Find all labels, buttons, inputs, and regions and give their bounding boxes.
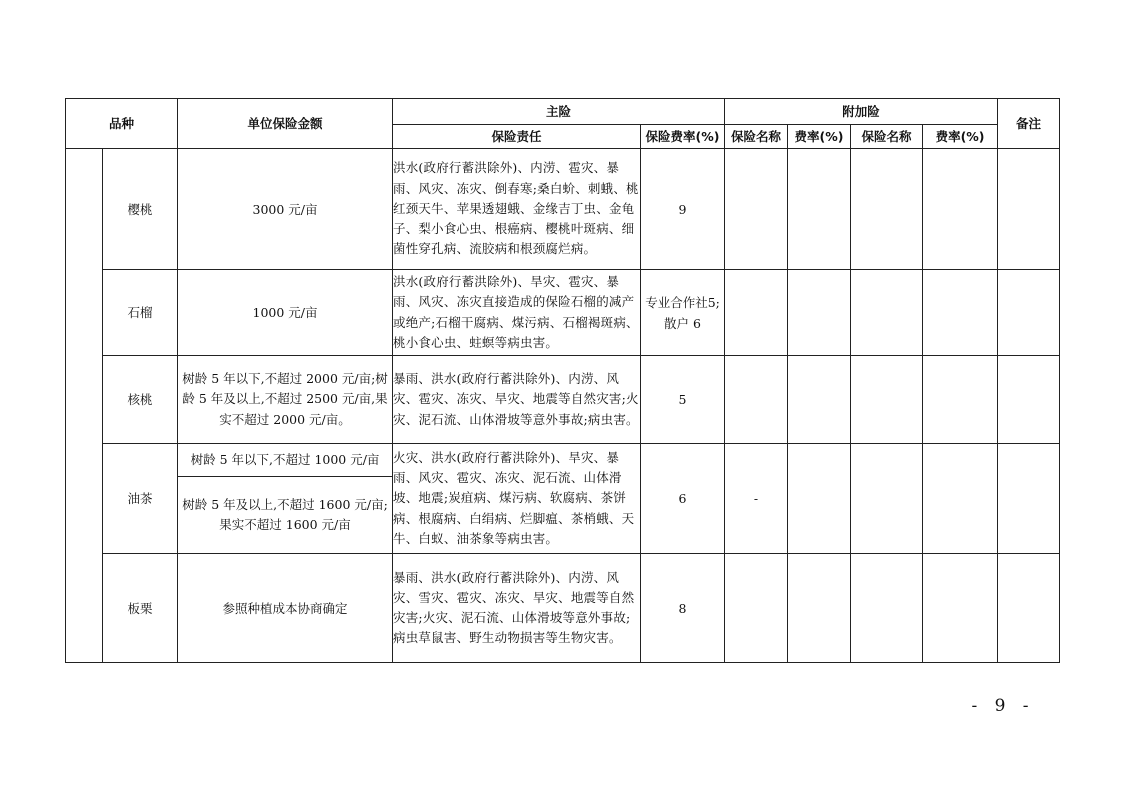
table-row bbox=[66, 270, 1060, 356]
variety-cell: 油茶 bbox=[103, 444, 178, 554]
empty-cell bbox=[923, 356, 998, 444]
amount-cell: 树龄 5 年以下,不超过 2000 元/亩;树龄 5 年及以上,不超过 2500 元/亩,果实不超过 2000 元/亩。 bbox=[178, 356, 393, 444]
header-rate-2: 费率(%) bbox=[923, 125, 998, 149]
rate-cell: 9 bbox=[641, 149, 725, 270]
variety-cell: 樱桃 bbox=[103, 149, 178, 270]
empty-cell bbox=[923, 554, 998, 663]
header-additional-insurance: 附加险 bbox=[725, 99, 998, 125]
variety-cell: 石榴 bbox=[103, 270, 178, 356]
header-ins-name-1: 保险名称 bbox=[725, 125, 788, 149]
rate-cell: 8 bbox=[641, 554, 725, 663]
variety-cell: 板栗 bbox=[103, 554, 178, 663]
header-main-insurance: 主险 bbox=[393, 99, 725, 125]
empty-cell bbox=[788, 149, 851, 270]
page-number: - 9 - bbox=[971, 696, 1035, 716]
table-row bbox=[66, 554, 1060, 663]
amount-cell: 树龄 5 年及以上,不超过 1600 元/亩;果实不超过 1600 元/亩 bbox=[178, 477, 393, 554]
empty-cell bbox=[788, 356, 851, 444]
table-row bbox=[66, 149, 1060, 270]
empty-cell bbox=[998, 149, 1060, 270]
header-rate-1: 费率(%) bbox=[788, 125, 851, 149]
empty-cell bbox=[788, 444, 851, 554]
variety-cell: 核桃 bbox=[103, 356, 178, 444]
empty-cell bbox=[851, 554, 923, 663]
insurance-table bbox=[65, 98, 1060, 663]
header-ins-name-2: 保险名称 bbox=[851, 125, 923, 149]
amount-cell: 参照种植成本协商确定 bbox=[178, 554, 393, 663]
amount-cell: 1000 元/亩 bbox=[178, 270, 393, 356]
empty-cell bbox=[923, 149, 998, 270]
liability-cell: 洪水(政府行蓄洪除外)、旱灾、雹灾、暴雨、风灾、冻灾直接造成的保险石榴的减产或绝产;石榴干腐病、煤污病、石榴褐斑病、桃小食心虫、蛀螟等病虫害。 bbox=[393, 270, 641, 356]
empty-cell bbox=[725, 270, 788, 356]
header-variety: 品种 bbox=[66, 99, 178, 149]
header-unit-amount: 单位保险金额 bbox=[178, 99, 393, 149]
header-premium-rate: 保险费率(%) bbox=[641, 125, 725, 149]
amount-cell: 3000 元/亩 bbox=[178, 149, 393, 270]
empty-cell bbox=[923, 444, 998, 554]
header-remarks: 备注 bbox=[998, 99, 1060, 149]
empty-cell bbox=[998, 356, 1060, 444]
empty-cell bbox=[725, 554, 788, 663]
amount-cell: 树龄 5 年以下,不超过 1000 元/亩 bbox=[178, 444, 393, 477]
liability-cell: 洪水(政府行蓄洪除外)、内涝、雹灾、暴雨、风灾、冻灾、倒春寒;桑白蚧、刺蛾、桃红颈天牛、苹果透翅蛾、金缘吉丁虫、金龟子、梨小食心虫、根癌病、樱桃叶斑病、细菌性穿孔病、流胶病和根颈腐烂病。 bbox=[393, 149, 641, 270]
empty-cell bbox=[851, 270, 923, 356]
table-row bbox=[66, 444, 1060, 477]
empty-cell bbox=[788, 554, 851, 663]
rate-cell: 专业合作社5;散户 6 bbox=[641, 270, 725, 356]
liability-cell: 火灾、洪水(政府行蓄洪除外)、旱灾、暴雨、风灾、雹灾、冻灾、泥石流、山体滑坡、地震;炭疽病、煤污病、软腐病、茶饼病、根腐病、白绢病、烂脚瘟、茶梢蛾、天牛、白蚁、油茶象等病虫害。 bbox=[393, 444, 641, 554]
empty-cell bbox=[998, 444, 1060, 554]
liability-cell: 暴雨、洪水(政府行蓄洪除外)、内涝、风灾、雹灾、冻灾、旱灾、地震等自然灾害;火灾、泥石流、山体滑坡等意外事故;病虫害。 bbox=[393, 356, 641, 444]
header-liability: 保险责任 bbox=[393, 125, 641, 149]
empty-cell bbox=[923, 270, 998, 356]
empty-cell bbox=[788, 270, 851, 356]
header-row-1 bbox=[66, 99, 1060, 125]
empty-cell bbox=[851, 444, 923, 554]
empty-cell bbox=[998, 270, 1060, 356]
empty-cell bbox=[725, 149, 788, 270]
additional-cell: - bbox=[725, 444, 788, 554]
table-row bbox=[66, 356, 1060, 444]
empty-cell bbox=[851, 149, 923, 270]
empty-cell bbox=[851, 356, 923, 444]
liability-cell: 暴雨、洪水(政府行蓄洪除外)、内涝、风灾、雪灾、雹灾、冻灾、旱灾、地震等自然灾害;火灾、泥石流、山体滑坡等意外事故;病虫草鼠害、野生动物损害等生物灾害。 bbox=[393, 554, 641, 663]
rate-cell: 6 bbox=[641, 444, 725, 554]
empty-cell bbox=[998, 554, 1060, 663]
rate-cell: 5 bbox=[641, 356, 725, 444]
empty-cell bbox=[725, 356, 788, 444]
left-spacer-cell bbox=[66, 149, 103, 663]
